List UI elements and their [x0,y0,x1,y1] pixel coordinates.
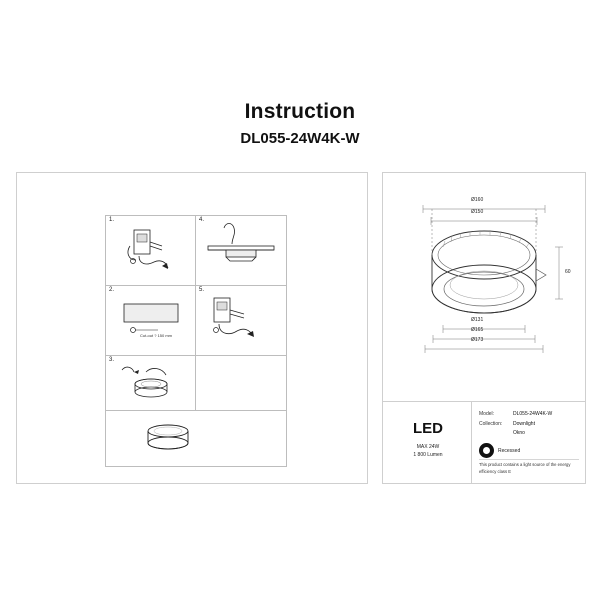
spec-value-mounting: Recessed [498,448,521,454]
info-separator [479,459,579,460]
step-4-cell [196,216,286,286]
step-1-number: 1. [109,217,115,223]
dim-height-60: 60 [565,269,571,275]
dim-cutout-150: Ø150 [471,209,484,215]
product-info-box [383,401,585,483]
page-title: Instruction [244,100,356,123]
steps-grid [105,215,287,467]
step-3-cell [106,356,196,411]
spec-key-series [479,429,513,439]
dim-inner-131: Ø131 [471,317,484,323]
spec-key-model: Model: [479,411,495,417]
step-4-number: 4. [199,217,205,223]
spec-value-collection: Downlight [513,420,535,427]
step-4-illustration [196,216,286,286]
step-3-number: 3. [109,357,115,363]
installation-steps-panel [16,172,368,484]
led-lumen: 1 800 Lumen [413,452,443,459]
led-label: LED [413,420,443,437]
step-5-cell [196,286,286,356]
technical-drawing-panel [382,172,586,484]
spec-row-collection [479,420,579,430]
spec-list [479,410,579,439]
spec-row-series [479,429,579,439]
product-dimension-drawing [383,181,585,381]
dim-flange-173: Ø173 [471,337,484,343]
step-6-cell [196,356,286,411]
spec-row-model [479,410,579,420]
step-final-cell [106,411,286,466]
step-2-number: 2. [109,287,115,293]
page-header [0,100,600,147]
step-2-illustration [106,286,196,356]
spec-value-model: DL055-24W4K-W [513,411,553,417]
step-1-illustration [106,216,196,286]
step-5-number: 5. [199,287,205,293]
step-2-cell [106,286,196,356]
step-3-illustration [106,356,196,411]
info-divider [471,402,472,483]
dim-flange-165: Ø165 [471,327,484,333]
spec-value-series: Okno [513,430,525,436]
final-assembly-illustration [106,411,286,466]
led-badge [393,420,463,460]
spec-key-collection: Collection: [479,420,503,427]
led-power: MAX 24W [416,444,440,450]
cutout-note: Cut-out ? 150 mm [140,333,173,338]
dim-outer-160: Ø160 [471,197,484,203]
energy-class-disclaimer: This product contains a light source of the energy efficiency class E [479,462,571,474]
step-1-cell [106,216,196,286]
recessed-mount-icon [479,443,494,458]
page-model-code: DL055-24W4K-W [240,130,360,147]
step-5-illustration [196,286,286,356]
step-6-illustration [196,356,286,411]
